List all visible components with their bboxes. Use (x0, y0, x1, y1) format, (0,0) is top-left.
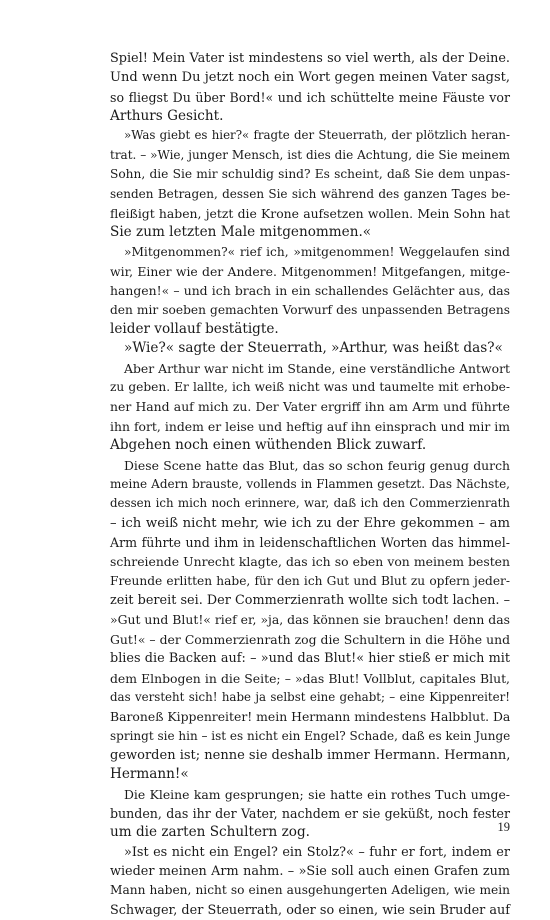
text-line: Die Kleine kam gesprungen; sie hatte ein rothes Tuch umge- (124, 786, 510, 802)
text-line: Aber Arthur war nicht im Stande, eine verständliche Antwort (124, 360, 510, 376)
page-number: 19 (497, 820, 510, 834)
text-line: »Wie?« sagte der Steuerrath, »Arthur, was heißt das?« (124, 340, 503, 357)
text-line: schreiende Unrecht klagte, das ich so eben von meinem besten (110, 554, 510, 570)
text-line: hangen!« – und ich brach in ein schallendes Gelächter aus, das (110, 283, 510, 299)
text-line: »Ist es nicht ein Engel? ein Stolz?« – fuhr er fort, indem er (124, 844, 510, 860)
text-line: Schwager, der Steuerrath, oder so einen, wie sein Bruder auf (110, 902, 510, 918)
text-line: Arm führte und ihm in leidenschaftlichen Worten das himmel- (110, 534, 510, 550)
text-line: so fliegst Du über Bord!« und ich schüttelte meine Fäuste vor (110, 89, 510, 105)
text-line: Mann haben, nicht so einen ausgehungerten Adeligen, wie mein (110, 883, 510, 898)
text-line: Sohn, die Sie mir schuldig sind? Es scheint, daß Sie dem unpas- (110, 167, 510, 182)
text-line: Gut!« – der Commerzienrath zog die Schultern in die Höhe und (110, 631, 510, 647)
text-line: wir, Einer wie der Andere. Mitgenommen! Mitgefangen, mitge- (110, 263, 510, 279)
text-line: Sie zum letzten Male mitgenommen.« (110, 224, 372, 241)
text-line: bunden, das ihr der Vater, nachdem er sie geküßt, noch fester (110, 806, 510, 822)
text-line: zeit bereit sei. Der Commerzienrath wollte sich todt lachen. – (110, 593, 510, 609)
text-line: senden Betragen, dessen Sie sich während des ganzen Tages be- (110, 186, 510, 201)
body-text (110, 49, 510, 920)
text-line: Diese Scene hatte das Blut, das so schon feurig genug durch (124, 457, 510, 473)
text-line: um die zarten Schultern zog. (110, 824, 310, 841)
text-line: trat. – »Wie, junger Mensch, ist dies die Achtung, die Sie meinem (110, 147, 510, 162)
text-line: »Mitgenommen?« rief ich, »mitgenommen! Weggelaufen sind (124, 244, 510, 259)
text-line: »Was giebt es hier?« fragte der Steuerrath, der plötzlich heran- (124, 128, 510, 143)
text-line: das versteht sich! habe ja selbst eine gehabt; – eine Kippenreiter! (110, 689, 510, 704)
text-line: ner Hand auf mich zu. Der Vater ergriff ihn am Arm und führte (110, 399, 510, 415)
text-line: zu geben. Er lallte, ich weiß nicht was und taumelte mit erhobe- (110, 380, 510, 395)
text-line: Arthurs Gesicht. (110, 108, 224, 125)
text-line: springt sie hin – ist es nicht ein Engel? Schade, daß es kein Junge (110, 728, 511, 743)
text-line: meine Adern brauste, vollends in Flammen gesetzt. Das Nächste, (110, 476, 510, 491)
text-line: »Gut und Blut!« rief er, »ja, das können sie brauchen! denn das (110, 612, 510, 628)
text-line: Abgehen noch einen wüthenden Blick zuwarf. (110, 437, 427, 454)
text-line: Und wenn Du jetzt noch ein Wort gegen meinen Vater sagst, (110, 70, 510, 86)
text-line: dessen ich mich noch erinnere, war, daß ich den Commerzienrath (110, 496, 510, 511)
text-line: fleißigt haben, jetzt die Krone aufsetzen wollen. Mein Sohn hat (110, 205, 510, 221)
text-line: Freunde erlitten habe, für den ich Gut und Blut zu opfern jeder- (110, 573, 510, 588)
text-line: leider vollauf bestätigte. (110, 321, 279, 338)
text-line: geworden ist; nenne sie deshalb immer Hermann. Hermann, (110, 747, 511, 763)
text-line: ihn fort, indem er leise und heftig auf ihn einsprach und mir im (110, 418, 510, 434)
text-line: – ich weiß nicht mehr, wie ich zu der Ehre gekommen – am (110, 515, 510, 531)
text-line: blies die Backen auf: – »und das Blut!« hier stieß er mich mit (110, 651, 510, 667)
text-line: den mir soeben gemachten Vorwurf des unpassenden Betragens (110, 302, 510, 317)
text-line: Hermann!« (110, 766, 189, 783)
text-line: Baroneß Kippenreiter! mein Hermann mindestens Halbblut. Da (110, 709, 511, 725)
text-line: Spiel! Mein Vater ist mindestens so viel werth, als der Deine. (110, 51, 510, 66)
text-line: dem Elnbogen in die Seite; – »das Blut! Vollblut, capitales Blut, (110, 670, 510, 686)
text-line: wieder meinen Arm nahm. – »Sie soll auch einen Grafen zum (110, 864, 510, 880)
